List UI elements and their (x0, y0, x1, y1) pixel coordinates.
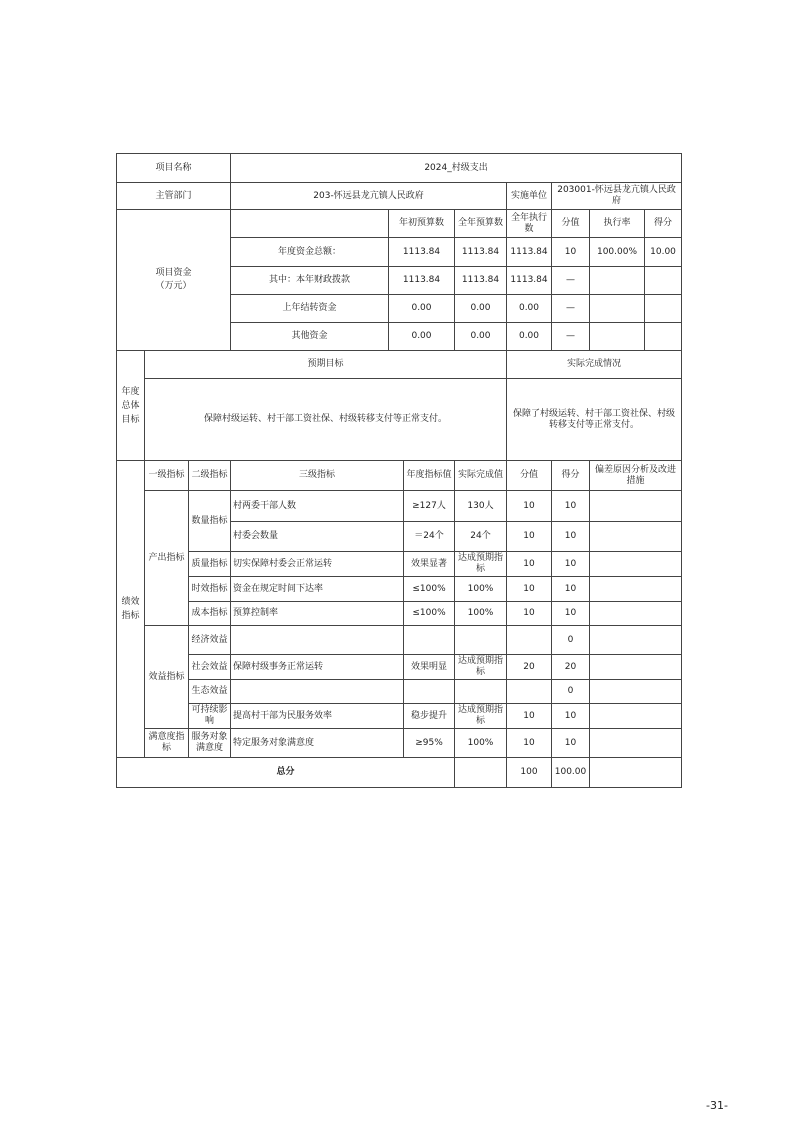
project-name-value: 2024_村级支出 (231, 154, 682, 183)
fund-got (645, 295, 682, 323)
ind-level3 (231, 680, 404, 704)
ind-actual: 130人 (455, 491, 507, 522)
col-got: 得分 (645, 210, 682, 238)
ind-got: 10 (552, 704, 590, 729)
ind-level2: 可持续影响 (189, 704, 231, 729)
col-full-budget: 全年预算数 (455, 210, 507, 238)
funds-label: 项目资金 （万元） (117, 210, 231, 351)
ind-level2: 数量指标 (189, 491, 231, 552)
department-row (117, 183, 682, 210)
fund-got (645, 323, 682, 351)
indicator-row (117, 552, 682, 577)
indicator-row (117, 626, 682, 655)
ind-target: ＝24个 (404, 522, 455, 552)
col-actual: 实际完成值 (455, 461, 507, 491)
ind-note (590, 552, 682, 577)
ind-level3: 村两委干部人数 (231, 491, 404, 522)
ind-actual: 24个 (455, 522, 507, 552)
goals-header-row (117, 351, 682, 379)
ind-level3: 特定服务对象满意度 (231, 729, 404, 758)
ind-target (404, 626, 455, 655)
total-score: 100 (507, 758, 552, 788)
ind-level3 (231, 626, 404, 655)
ind-note (590, 602, 682, 626)
fund-rate: 100.00% (590, 238, 645, 267)
ind-actual: 100% (455, 602, 507, 626)
indicator-row (117, 655, 682, 680)
col-ind-score: 分值 (507, 461, 552, 491)
ind-level2: 成本指标 (189, 602, 231, 626)
indicators-header-row (117, 461, 682, 491)
ind-actual (455, 680, 507, 704)
col-note: 偏差原因分析及改进措施 (590, 461, 682, 491)
ind-level2: 社会效益 (189, 655, 231, 680)
expected-goal-label: 预期目标 (145, 351, 507, 379)
ind-score (507, 626, 552, 655)
ind-target: 效果显著 (404, 552, 455, 577)
fund-score: — (552, 267, 590, 295)
ind-note (590, 577, 682, 602)
fund-got: 10.00 (645, 238, 682, 267)
unit-label: 实施单位 (507, 183, 552, 210)
ind-level2: 服务对象满意度 (189, 729, 231, 758)
expected-goal-text: 保障村级运转、村干部工资社保、村级转移支付等正常支付。 (145, 379, 507, 461)
ind-actual: 达成预期指标 (455, 552, 507, 577)
fund-score: 10 (552, 238, 590, 267)
ind-note (590, 655, 682, 680)
goals-content-row (117, 379, 682, 461)
ind-note (590, 522, 682, 552)
col-level1: 一级指标 (145, 461, 189, 491)
ind-score: 10 (507, 552, 552, 577)
ind-score: 10 (507, 577, 552, 602)
fund-initial: 1113.84 (389, 267, 455, 295)
fund-name: 上年结转资金 (231, 295, 389, 323)
ind-got: 10 (552, 602, 590, 626)
dept-label: 主管部门 (117, 183, 231, 210)
fund-exec: 1113.84 (507, 267, 552, 295)
fund-name: 年度资金总额： (231, 238, 389, 267)
ind-note (590, 626, 682, 655)
col-initial-budget: 年初预算数 (389, 210, 455, 238)
ind-level3: 保障村级事务正常运转 (231, 655, 404, 680)
ind-score: 10 (507, 704, 552, 729)
ind-level2: 质量指标 (189, 552, 231, 577)
indicator-row (117, 680, 682, 704)
col-rate: 执行率 (590, 210, 645, 238)
ind-score: 10 (507, 522, 552, 552)
ind-got: 10 (552, 522, 590, 552)
col-level2: 二级指标 (189, 461, 231, 491)
col-exec: 全年执行数 (507, 210, 552, 238)
fund-exec: 0.00 (507, 323, 552, 351)
ind-level2: 经济效益 (189, 626, 231, 655)
ind-actual: 100% (455, 729, 507, 758)
ind-got: 20 (552, 655, 590, 680)
total-note (590, 758, 682, 788)
performance-table (116, 153, 682, 788)
ind-score (507, 680, 552, 704)
ind-target: ≥95% (404, 729, 455, 758)
page-number: -31- (706, 1099, 728, 1112)
actual-goal-label: 实际完成情况 (507, 351, 682, 379)
indicator-row (117, 491, 682, 522)
project-name-row (117, 154, 682, 183)
col-level3: 三级指标 (231, 461, 404, 491)
total-blank (455, 758, 507, 788)
ind-score: 10 (507, 602, 552, 626)
fund-full: 0.00 (455, 295, 507, 323)
indicator-row (117, 577, 682, 602)
dept-value: 203-怀远县龙亢镇人民政府 (231, 183, 507, 210)
ind-note (590, 491, 682, 522)
ind-score: 10 (507, 491, 552, 522)
ind-got: 10 (552, 552, 590, 577)
fund-initial: 0.00 (389, 295, 455, 323)
actual-goal-text: 保障了村级运转、村干部工资社保、村级转移支付等正常支付。 (507, 379, 682, 461)
ind-target: ≤100% (404, 577, 455, 602)
indicator-row (117, 602, 682, 626)
fund-rate (590, 295, 645, 323)
ind-actual: 100% (455, 577, 507, 602)
ind-target: ≤100% (404, 602, 455, 626)
indicator-row (117, 704, 682, 729)
fund-exec: 1113.84 (507, 238, 552, 267)
ind-note (590, 680, 682, 704)
ind-target: 稳步提升 (404, 704, 455, 729)
ind-level3: 资金在规定时间下达率 (231, 577, 404, 602)
indicators-label: 绩效指标 (117, 461, 145, 758)
fund-initial: 0.00 (389, 323, 455, 351)
fund-rate (590, 267, 645, 295)
group-output: 产出指标 (145, 491, 189, 626)
ind-actual: 达成预期指标 (455, 704, 507, 729)
ind-level3: 切实保障村委会正常运转 (231, 552, 404, 577)
ind-score: 10 (507, 729, 552, 758)
indicator-row (117, 729, 682, 758)
ind-target: 效果明显 (404, 655, 455, 680)
fund-exec: 0.00 (507, 295, 552, 323)
ind-level3: 村委会数量 (231, 522, 404, 552)
fund-rate (590, 323, 645, 351)
fund-score: — (552, 295, 590, 323)
goals-label: 年度总体目标 (117, 351, 145, 461)
fund-name: 其他资金 (231, 323, 389, 351)
ind-level2: 生态效益 (189, 680, 231, 704)
total-row (117, 758, 682, 788)
ind-got: 10 (552, 577, 590, 602)
group-satisfaction: 满意度指标 (145, 729, 189, 758)
fund-full: 0.00 (455, 323, 507, 351)
col-target: 年度指标值 (404, 461, 455, 491)
fund-name: 其中：本年财政拨款 (231, 267, 389, 295)
ind-got: 0 (552, 626, 590, 655)
ind-level3: 提高村干部为民服务效率 (231, 704, 404, 729)
total-got: 100.00 (552, 758, 590, 788)
ind-actual: 达成预期指标 (455, 655, 507, 680)
ind-got: 10 (552, 491, 590, 522)
funds-header-row (117, 210, 682, 238)
ind-actual (455, 626, 507, 655)
ind-level2: 时效指标 (189, 577, 231, 602)
unit-value: 203001-怀远县龙亢镇人民政府 (552, 183, 682, 210)
total-label: 总分 (117, 758, 455, 788)
ind-note (590, 704, 682, 729)
funds-header-blank (231, 210, 389, 238)
project-name-label: 项目名称 (117, 154, 231, 183)
fund-full: 1113.84 (455, 238, 507, 267)
col-score: 分值 (552, 210, 590, 238)
ind-target (404, 680, 455, 704)
ind-level3: 预算控制率 (231, 602, 404, 626)
ind-note (590, 729, 682, 758)
ind-got: 0 (552, 680, 590, 704)
fund-initial: 1113.84 (389, 238, 455, 267)
fund-score: — (552, 323, 590, 351)
ind-got: 10 (552, 729, 590, 758)
col-ind-got: 得分 (552, 461, 590, 491)
fund-got (645, 267, 682, 295)
ind-target: ≥127人 (404, 491, 455, 522)
fund-full: 1113.84 (455, 267, 507, 295)
ind-score: 20 (507, 655, 552, 680)
group-effect: 效益指标 (145, 626, 189, 729)
